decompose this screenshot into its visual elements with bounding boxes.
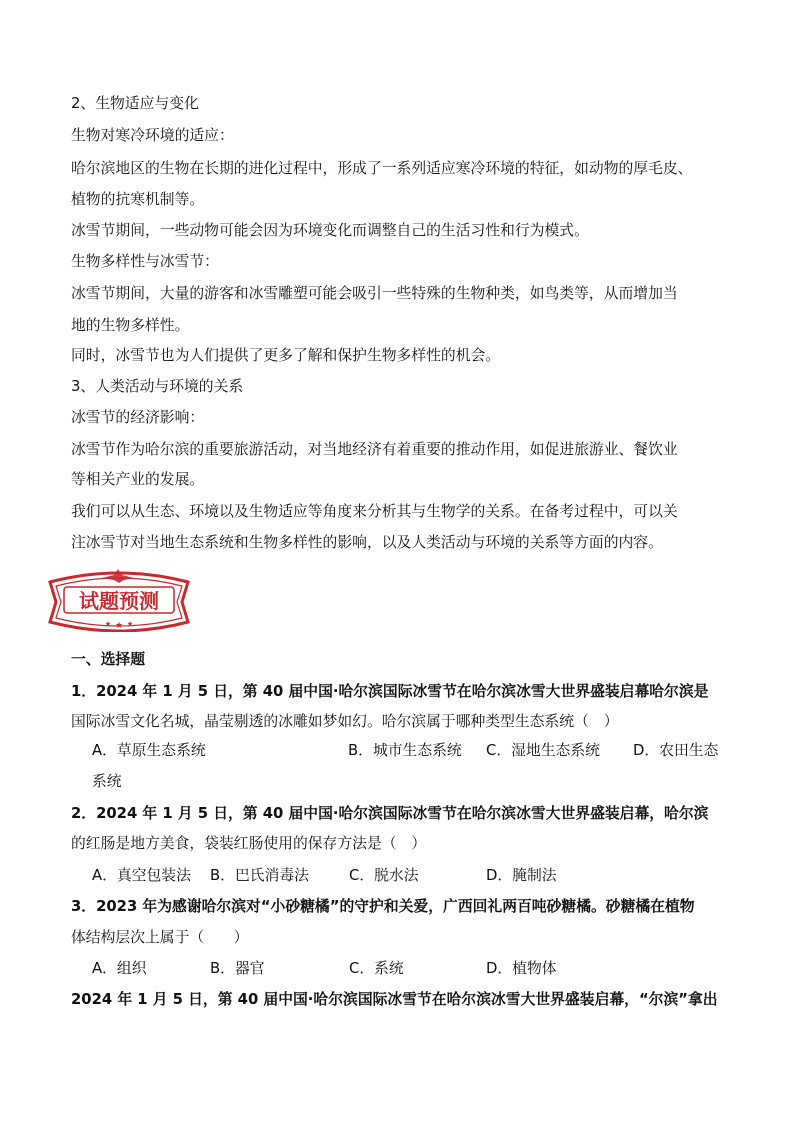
star-icon: ★: [126, 620, 134, 628]
paragraph-line: 植物的抗寒机制等。: [71, 191, 205, 208]
question-3-option-a[interactable]: A．组织: [92, 960, 147, 977]
section-title: 一、选择题: [71, 651, 145, 668]
subheading-biodiversity: 生物多样性与冰雪节：: [71, 253, 219, 270]
paragraph-line: 注冰雪节对当地生态系统和生物多样性的影响，以及人类活动与环境的关系等方面的内容。: [71, 534, 663, 551]
question-3-option-d[interactable]: D．植物体: [486, 960, 557, 977]
subheading-cold-adaptation: 生物对寒冷环境的适应：: [71, 127, 234, 144]
paragraph-line: 同时，冰雪节也为人们提供了更多了解和保护生物多样性的机会。: [71, 347, 501, 364]
question-3-line-2: 体结构层次上属于（ ）: [71, 929, 249, 946]
paragraph-line: 地的生物多样性。: [71, 317, 190, 334]
exam-prediction-stamp-logo: [44, 566, 194, 632]
paragraph-line: 等相关产业的发展。: [71, 471, 205, 488]
question-1-option-a[interactable]: A．草原生态系统: [92, 742, 206, 759]
question-1-option-c[interactable]: C．湿地生态系统: [486, 742, 600, 759]
star-icon: ★: [104, 620, 112, 628]
paragraph-line: 我们可以从生态、环境以及生物适应等角度来分析其与生物学的关系。在备考过程中，可以关: [71, 503, 678, 520]
paragraph-line: 哈尔滨地区的生物在长期的进化过程中，形成了一系列适应寒冷环境的特征，如动物的厚毛皮、: [71, 160, 693, 177]
heading-biological-adaptation: 2、生物适应与变化: [71, 95, 199, 112]
question-4-line-1: 2024 年 1 月 5 日，第 40 届中国·哈尔滨国际冰雪节在哈尔滨冰雪大世界盛装启幕，“尔滨”拿出: [71, 991, 718, 1008]
heading-human-activity: 3、人类活动与环境的关系: [71, 378, 244, 395]
question-2-line-2: 的红肠是地方美食，袋装红肠使用的保存方法是（ ）: [71, 835, 427, 852]
question-3-line-1: 3．2023 年为感谢哈尔滨对“小砂糖橘”的守护和关爱，广西回礼两百吨砂糖橘。砂糖橘在植物: [71, 898, 695, 915]
paragraph-line: 冰雪节作为哈尔滨的重要旅游活动，对当地经济有着重要的推动作用，如促进旅游业、餐饮业: [71, 441, 678, 458]
question-1-line-2: 国际冰雪文化名城，晶莹剔透的冰雕如梦如幻。哈尔滨属于哪种类型生态系统（ ）: [71, 713, 619, 730]
star-icon: ★: [114, 621, 124, 631]
paragraph-line: 冰雪节期间，一些动物可能会因为环境变化而调整自己的生活习性和行为模式。: [71, 222, 589, 239]
question-2-option-d[interactable]: D．腌制法: [486, 867, 557, 884]
paragraph-line: 冰雪节期间，大量的游客和冰雪雕塑可能会吸引一些特殊的生物种类，如鸟类等，从而增加当: [71, 285, 678, 302]
stamp-text: 试题预测: [79, 589, 159, 613]
question-2-option-b[interactable]: B．巴氏消毒法: [210, 867, 309, 884]
question-2-option-c[interactable]: C．脱水法: [349, 867, 419, 884]
question-1-option-b[interactable]: B．城市生态系统: [348, 742, 462, 759]
question-1-line-1: 1．2024 年 1 月 5 日，第 40 届中国·哈尔滨国际冰雪节在哈尔滨冰雪大世界盛装启幕哈尔滨是: [71, 683, 709, 700]
question-3-option-b[interactable]: B．器官: [210, 960, 265, 977]
question-2-line-1: 2．2024 年 1 月 5 日，第 40 届中国·哈尔滨国际冰雪节在哈尔滨冰雪大世界盛装启幕，哈尔滨: [71, 805, 709, 822]
question-2-option-a[interactable]: A．真空包装法: [92, 867, 191, 884]
question-3-option-c[interactable]: C．系统: [349, 960, 404, 977]
question-1-option-d[interactable]: D．农田生态: [633, 742, 719, 759]
subheading-economic-impact: 冰雪节的经济影响：: [71, 409, 205, 426]
question-1-option-d-continued: 系统: [92, 773, 122, 790]
